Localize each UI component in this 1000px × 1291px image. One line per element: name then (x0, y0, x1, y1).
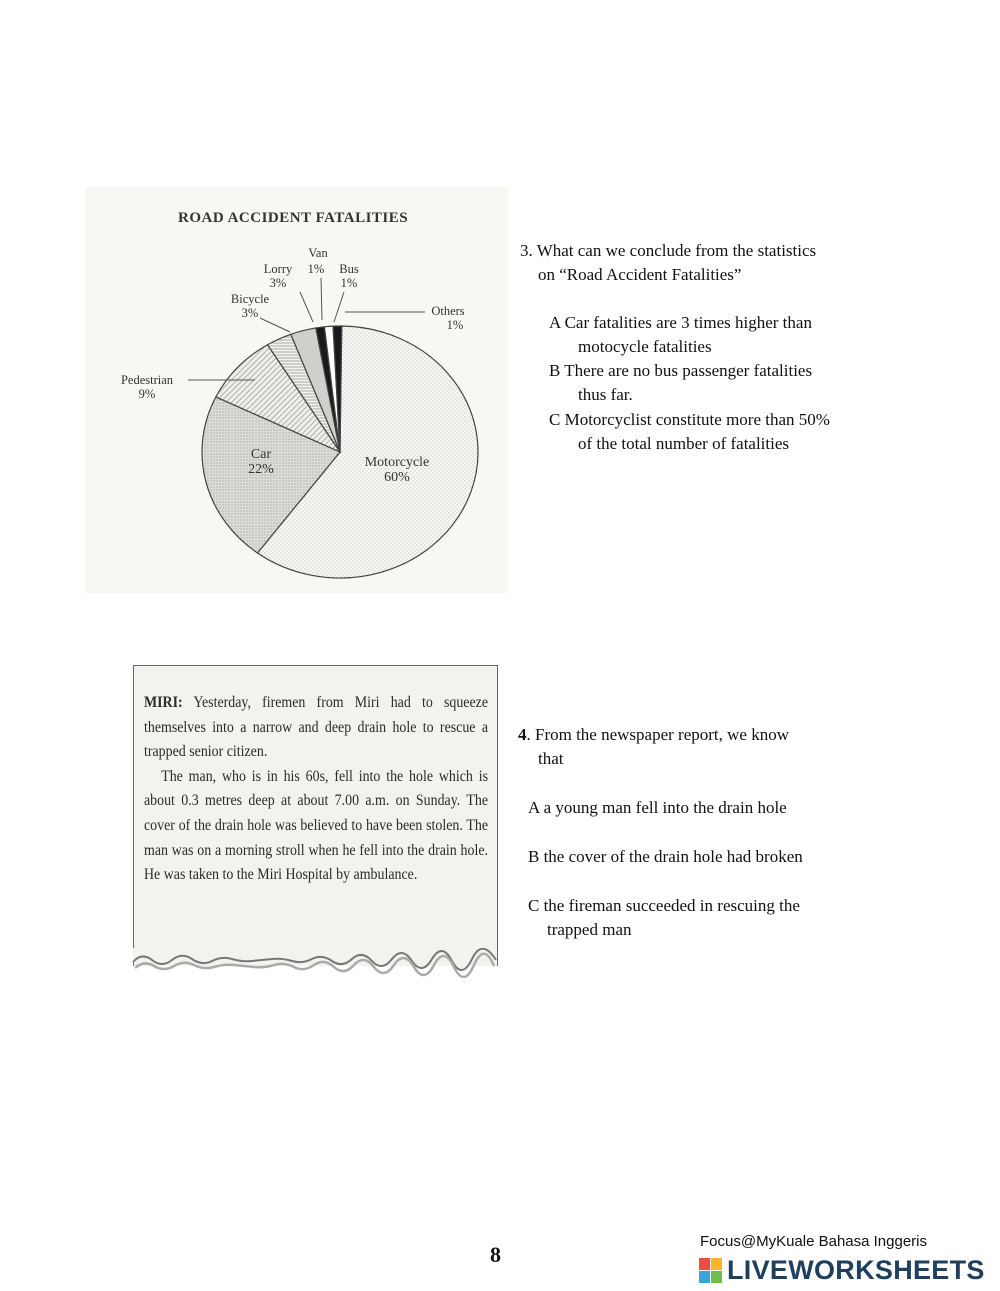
q4-option-c[interactable]: C the fireman succeeded in rescuing the trapped man (528, 896, 800, 939)
label-others: Others 1% (431, 304, 465, 332)
label-bicycle: Bicycle 3% (230, 292, 270, 320)
q4-option-a[interactable]: A a young man fell into the drain hole (528, 798, 787, 817)
label-pedestrian: Pedestrian 9% (120, 373, 174, 401)
label-car: Car 22% (248, 447, 274, 477)
q4-number: 4 (518, 725, 527, 744)
label-motorcycle: Motorcycle 60% (364, 455, 430, 485)
newspaper-text (144, 690, 488, 887)
value-van: 1% (307, 262, 325, 276)
page-number: 8 (490, 1242, 501, 1267)
torn-edge (130, 948, 500, 978)
liveworksheets-logo-icon (699, 1258, 723, 1284)
news-paragraph-2: The man, who is in his 60s, fell into the hole which is about 0.3 metres deep at about 7.00 a.m. on Sunday. The cover of the drain hole was believed to have been stolen. The man was on a morning stroll when he fell into the drain hole. He was taken to the Miri Hospital by ambulance. (144, 766, 488, 884)
news-dateline: MIRI: (144, 693, 183, 711)
liveworksheets-brand[interactable]: LIVEWORKSHEETS (727, 1255, 985, 1285)
q4-stem: 4. From the newspaper report, we know that (518, 725, 789, 768)
q3-stem: 3. What can we conclude from the statistics on “Road Accident Fatalities” (520, 241, 817, 284)
q4-option-b[interactable]: B the cover of the drain hole had broken (528, 847, 803, 866)
news-paragraph-1: Yesterday, firemen from Miri had to squeeze themselves into a narrow and deep drain hole to rescue a trapped senior citizen. (144, 693, 488, 761)
label-bus: Bus 1% (339, 262, 359, 290)
label-van: Van (308, 246, 328, 260)
q3-option-b[interactable]: B There are no bus passenger fatalities thus far. (549, 361, 813, 404)
q3-option-c[interactable]: C Motorcyclist constitute more than 50% of the total number of fatalities (549, 410, 830, 453)
label-lorry: Lorry 3% (263, 262, 293, 290)
q3-option-a[interactable]: A Car fatalities are 3 times higher than motocycle fatalities (549, 313, 812, 356)
chart-title: ROAD ACCIDENT FATALITIES (178, 210, 409, 226)
footer-credit: Focus@MyKuale Bahasa Inggeris (700, 1233, 928, 1250)
